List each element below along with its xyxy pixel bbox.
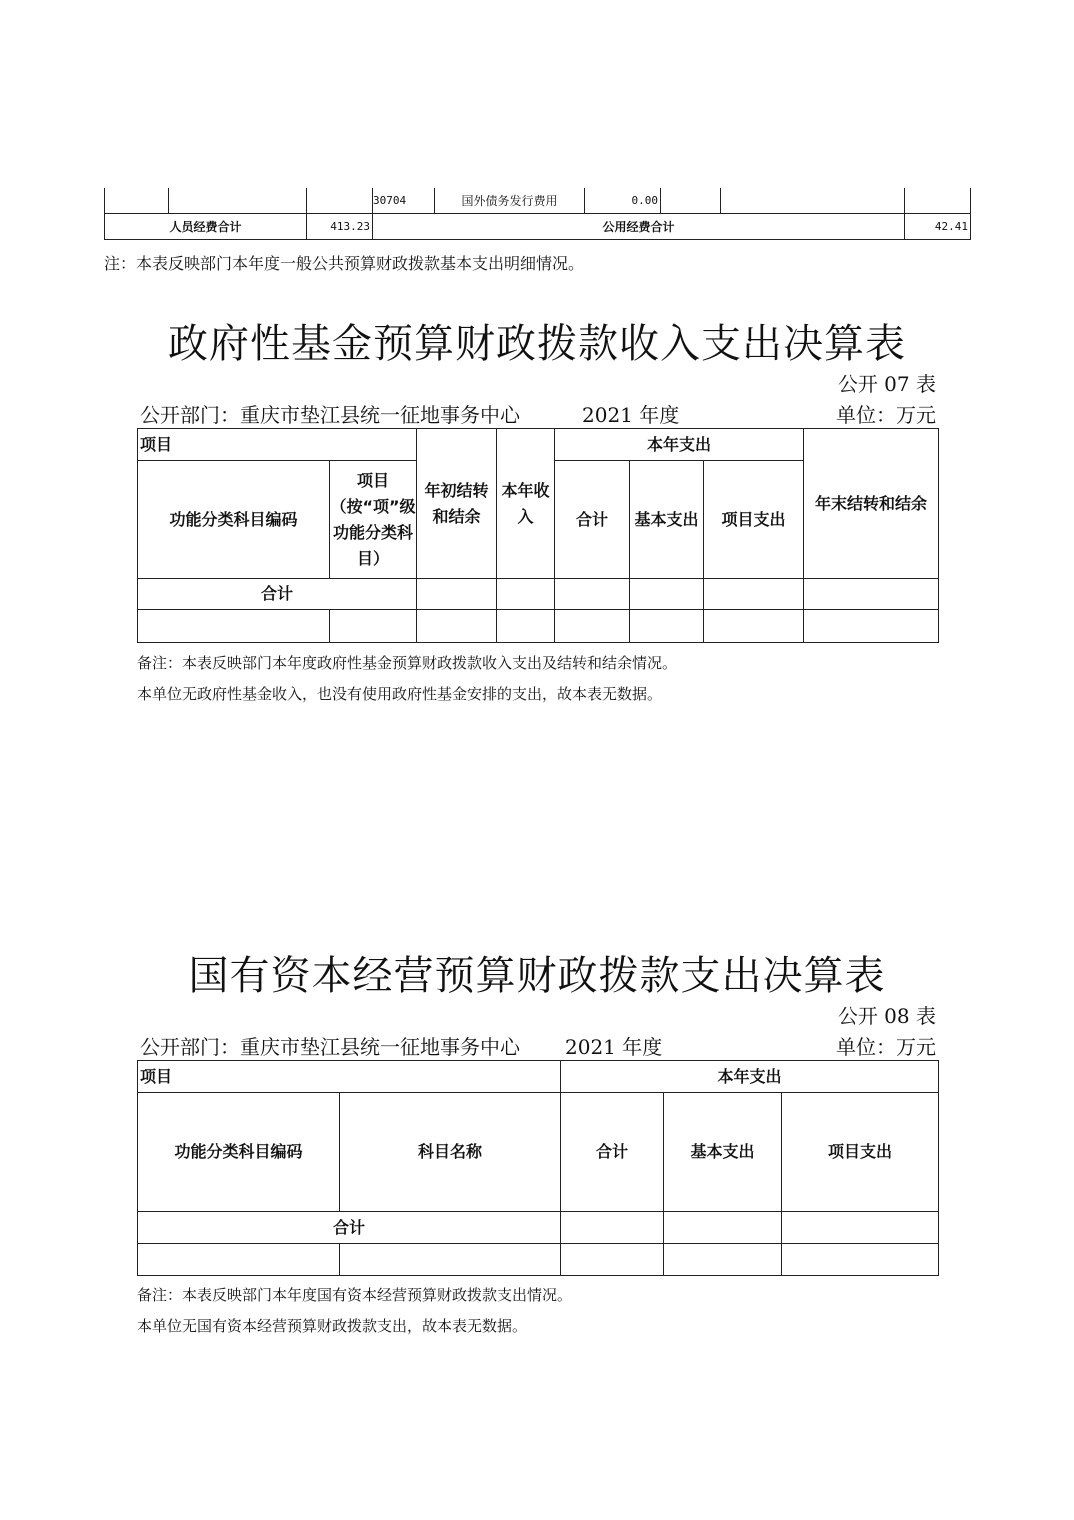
remark-08-1: 备注：本表反映部门本年度国有资本经营预算财政拨款支出情况。 <box>137 1286 573 1304</box>
header-this-year-exp: 本年支出 <box>555 429 804 461</box>
unit-07: 单位：万元 <box>836 403 936 427</box>
header-basic: 基本支出 <box>664 1093 782 1212</box>
table-row <box>138 429 939 461</box>
public-total-label: 公用经费合计 <box>373 214 905 240</box>
header-total: 合计 <box>561 1093 664 1212</box>
dept-07: 公开部门：重庆市垫江县统一征地事务中心 <box>140 403 520 427</box>
dept-08: 公开部门：重庆市垫江县统一征地事务中心 <box>140 1035 520 1059</box>
gov-fund-table <box>137 428 939 643</box>
table-row <box>105 188 971 214</box>
table-row <box>138 579 939 610</box>
total-row-label: 合计 <box>138 579 417 610</box>
public-total-value: 42.41 <box>905 214 971 240</box>
remark-08-2: 本单位无国有资本经营预算财政拨款支出，故本表无数据。 <box>137 1317 528 1335</box>
header-this-year-exp: 本年支出 <box>561 1061 939 1093</box>
table-no-07: 公开 07 表 <box>837 372 936 396</box>
header-end-balance: 年末结转和结余 <box>804 429 939 579</box>
header-name: 科目名称 <box>340 1093 561 1212</box>
table-row <box>138 610 939 643</box>
personnel-total-label: 人员经费合计 <box>105 214 307 240</box>
remark-07-1: 备注：本表反映部门本年度政府性基金预算财政拨款收入支出及结转和结余情况。 <box>137 654 678 672</box>
year-08: 2021 年度 <box>565 1035 663 1059</box>
state-capital-table <box>137 1060 939 1276</box>
economic-name: 国外债务发行费用 <box>435 188 585 214</box>
header-income: 本年收入 <box>497 429 555 579</box>
header-project: 项目 <box>138 1061 561 1093</box>
header-code: 功能分类科目编码 <box>138 461 330 579</box>
header-proj-exp: 项目支出 <box>704 461 804 579</box>
table-row <box>138 1061 939 1093</box>
table-row <box>105 214 971 240</box>
header-proj-exp: 项目支出 <box>782 1093 939 1212</box>
page-title-08: 国有资本经营预算财政拨款支出决算表 <box>188 953 886 999</box>
top-note: 注：本表反映部门本年度一般公共预算财政拨款基本支出明细情况。 <box>104 254 585 273</box>
table-row <box>138 1093 939 1212</box>
header-code: 功能分类科目编码 <box>138 1093 340 1212</box>
personnel-total-value: 413.23 <box>307 214 373 240</box>
economic-code: 30704 <box>373 188 435 214</box>
header-project-item: 项目（按“项”级功能分类科目） <box>330 461 417 579</box>
header-basic: 基本支出 <box>630 461 704 579</box>
remark-07-2: 本单位无政府性基金收入，也没有使用政府性基金安排的支出，故本表无数据。 <box>137 685 663 703</box>
header-total: 合计 <box>555 461 630 579</box>
table-no-08: 公开 08 表 <box>837 1004 936 1028</box>
header-begin-balance: 年初结转和结余 <box>417 429 497 579</box>
economic-value: 0.00 <box>585 188 661 214</box>
table-row <box>138 1244 939 1276</box>
total-row-label: 合计 <box>138 1212 561 1244</box>
unit-08: 单位：万元 <box>836 1035 936 1059</box>
page-title-07: 政府性基金预算财政拨款收入支出决算表 <box>168 321 906 367</box>
basic-expense-table-tail <box>104 188 971 240</box>
header-project: 项目 <box>138 429 417 461</box>
year-07: 2021 年度 <box>582 403 680 427</box>
table-row <box>138 1212 939 1244</box>
